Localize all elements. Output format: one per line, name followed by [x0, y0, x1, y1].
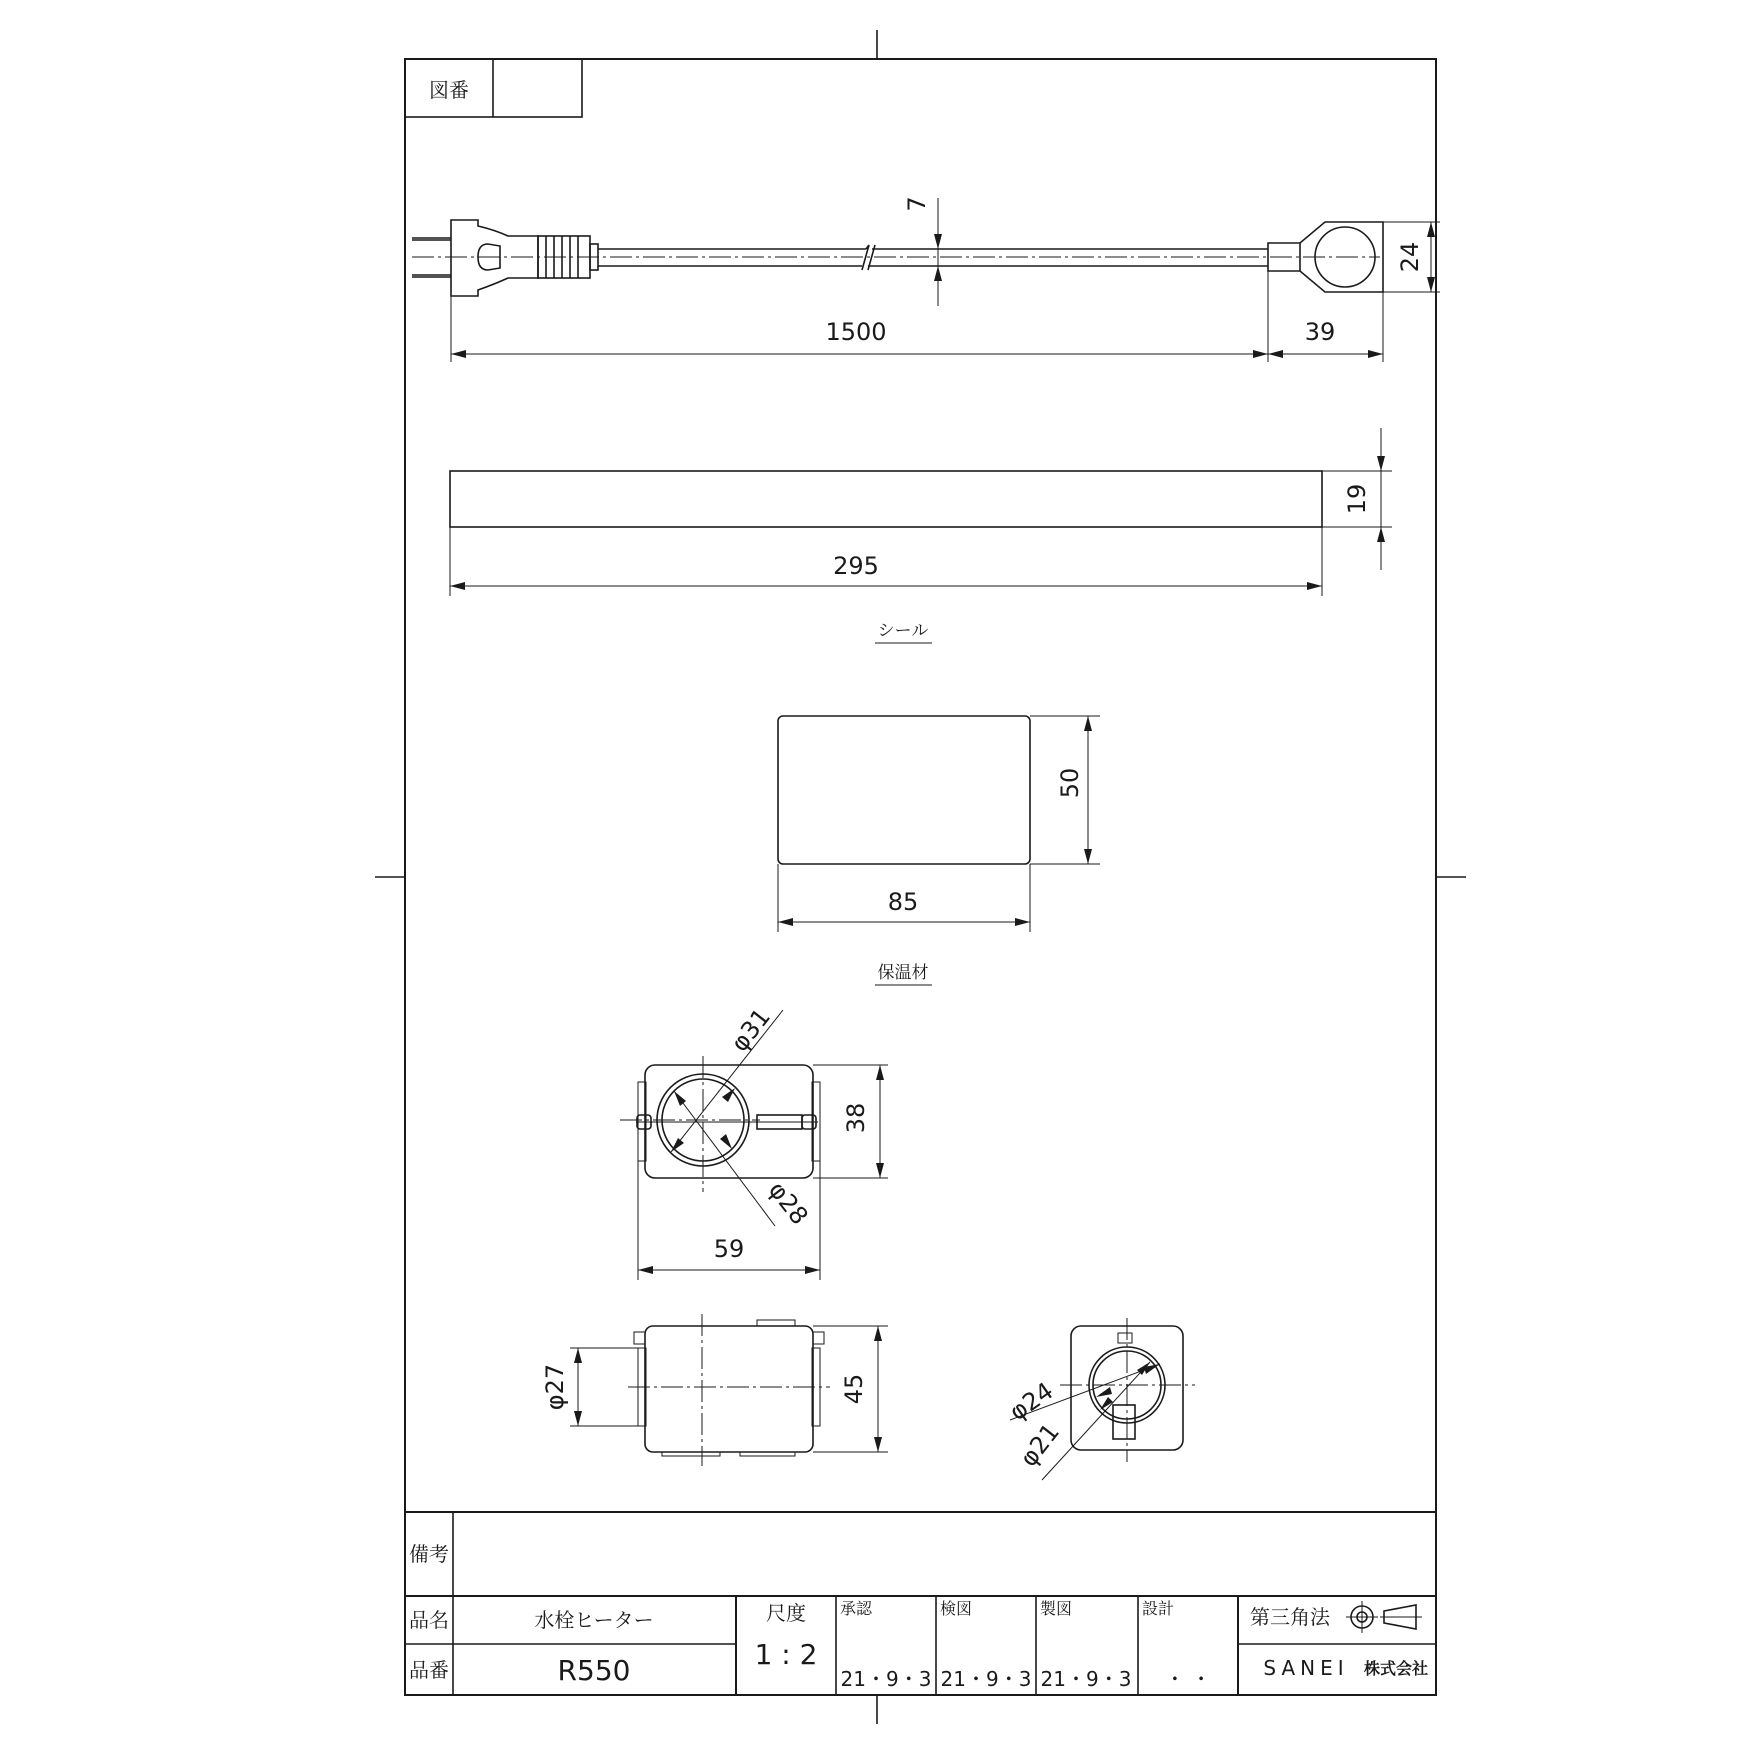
body-front-view: [541, 1314, 888, 1466]
body-side-view: [1004, 1318, 1195, 1480]
number-label: 品番: [409, 1658, 449, 1682]
company-suffix: 株式会社: [1363, 1659, 1429, 1678]
design-date: ・ ・: [1164, 1667, 1212, 1691]
company-name: SANEI: [1263, 1656, 1349, 1680]
number-value: R550: [557, 1654, 631, 1687]
dim-50: 50: [1056, 767, 1084, 799]
dim-85: 85: [887, 888, 919, 916]
dim-1500: 1500: [825, 318, 887, 346]
approval-label: 承認: [840, 1599, 873, 1618]
dimension-insulation-width: [778, 864, 1030, 932]
check-label: 検図: [940, 1599, 973, 1618]
draft-label: 製図: [1040, 1599, 1073, 1618]
drawing-number-label: 図番: [429, 78, 469, 102]
approval-date: 21・9・3: [840, 1667, 932, 1691]
dimension-cord-diameter: [903, 196, 942, 306]
dim-phi31: φ31: [725, 1003, 777, 1057]
check-date: 21・9・3: [940, 1667, 1032, 1691]
dimension-fitting-height: [1383, 222, 1440, 292]
dim-7: 7: [903, 196, 931, 212]
seal-outline: [450, 471, 1322, 527]
dimension-seal-length: [450, 527, 1322, 596]
cord: [412, 245, 1380, 270]
body-top-view: [620, 1003, 888, 1280]
dim-phi21: φ21: [1014, 1418, 1066, 1472]
design-label: 設計: [1142, 1599, 1175, 1618]
dim-24: 24: [1396, 241, 1424, 273]
plug-body: [451, 220, 538, 296]
dimension-insulation-height: [1030, 716, 1100, 864]
dimension-cord-length: [451, 271, 1383, 362]
projection-label: 第三角法: [1250, 1605, 1330, 1629]
seal-view: [450, 428, 1392, 643]
insulation-view: [778, 716, 1100, 985]
name-label: 品名: [409, 1608, 449, 1632]
remarks-label: 備考: [409, 1542, 449, 1566]
sheet-frame: [375, 30, 1466, 1724]
seal-caption: シール: [877, 621, 929, 641]
cord-view: [412, 196, 1440, 362]
dim-19: 19: [1343, 483, 1371, 515]
drawing-number-box: [405, 59, 582, 117]
dim-phi28: φ28: [762, 1176, 814, 1230]
name-value: 水栓ヒーター: [534, 1608, 654, 1632]
draft-date: 21・9・3: [1040, 1667, 1132, 1691]
dim-59: 59: [713, 1235, 745, 1263]
third-angle-projection-symbol: [1346, 1601, 1422, 1633]
dimension-seal-height: [1322, 428, 1392, 570]
dim-phi27: φ27: [541, 1363, 569, 1411]
title-block: [405, 1512, 1436, 1695]
dim-45: 45: [840, 1373, 868, 1405]
insulation-caption: 保温材: [877, 963, 929, 983]
scale-value: 1 : 2: [754, 1638, 818, 1671]
dim-295: 295: [833, 552, 879, 580]
scale-label: 尺度: [766, 1601, 806, 1625]
dim-39: 39: [1304, 318, 1336, 346]
dim-phi24: φ24: [1004, 1376, 1059, 1427]
dim-38: 38: [842, 1102, 870, 1134]
insulation-outline: [778, 716, 1030, 864]
